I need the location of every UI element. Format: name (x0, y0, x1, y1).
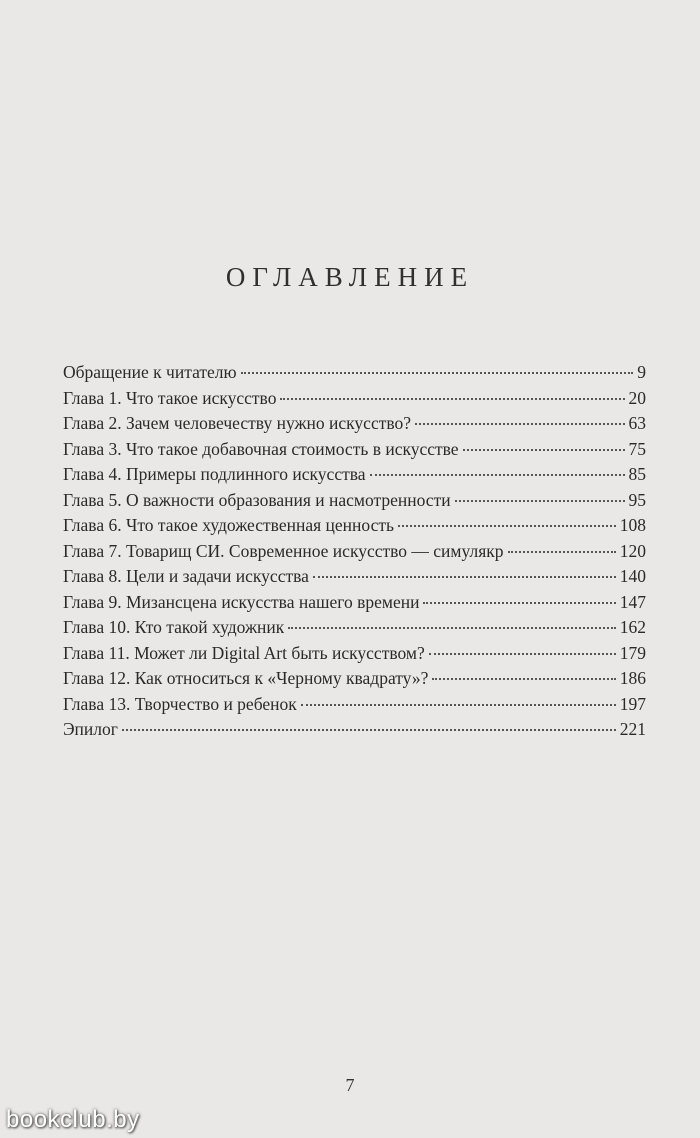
toc-entry-page: 9 (637, 362, 646, 382)
toc-entry-page: 95 (628, 489, 646, 510)
toc-entry-title: Глава 13. Творчество и ребенок (63, 693, 297, 714)
dot-leader (423, 602, 615, 604)
dot-leader (313, 576, 616, 578)
page-title: ОГЛАВЛЕНИЕ (225, 262, 475, 292)
toc-entry (63, 564, 646, 590)
toc-entry-title: Глава 11. Может ли Digital Art быть искусством? (63, 642, 425, 663)
toc-entry-page: 63 (628, 413, 646, 433)
page-number: 7 (345, 1075, 355, 1095)
toc-entry (63, 360, 646, 386)
toc-entry-title: Глава 7. Товарищ СИ. Современное искусство — симулякр (63, 540, 504, 561)
dot-leader (122, 729, 616, 731)
dot-leader (280, 398, 624, 400)
toc-entry-page: 186 (619, 668, 646, 688)
toc-entry-page: 221 (619, 719, 646, 739)
dot-leader (415, 423, 624, 425)
dot-leader (241, 372, 634, 374)
toc-entry-page: 75 (628, 438, 646, 459)
toc-entry-title: Глава 1. Что такое искусство (63, 387, 277, 408)
toc-entry-title: Глава 8. Цели и задачи искусства (63, 566, 309, 586)
toc-entry (63, 437, 646, 463)
toc-entry (63, 666, 646, 692)
dot-leader (455, 500, 625, 502)
toc-entry (63, 513, 646, 539)
toc-entry-page: 20 (628, 387, 646, 408)
dot-leader (301, 704, 616, 706)
toc-entry (63, 386, 646, 412)
toc-entry (63, 488, 646, 514)
toc-entry-title: Глава 3. Что такое добавочная стоимость в искусстве (63, 438, 459, 459)
dot-leader (508, 551, 616, 553)
toc-entry (63, 692, 646, 718)
site-watermark: bookclub.by (6, 1106, 140, 1133)
toc-entry-page: 140 (619, 566, 646, 586)
dot-leader (463, 449, 625, 451)
toc-entry-title: Глава 2. Зачем человечеству нужно искусство? (63, 413, 412, 433)
toc-entry-title: Глава 12. Как относиться к «Черному квадрату»? (63, 668, 429, 688)
table-of-contents (63, 360, 646, 743)
dot-leader (370, 474, 625, 476)
toc-entry-page: 120 (619, 540, 646, 561)
dot-leader (432, 678, 615, 680)
toc-entry-page: 147 (619, 591, 646, 612)
toc-entry (63, 615, 646, 641)
toc-entry-title: Глава 5. О важности образования и насмотренности (63, 489, 451, 510)
toc-entry-page: 197 (619, 693, 646, 714)
toc-entry-title: Эпилог (63, 719, 118, 739)
toc-entry-page: 108 (619, 515, 646, 535)
toc-entry-page: 179 (619, 642, 646, 663)
toc-entry-title: Глава 10. Кто такой художник (63, 617, 285, 637)
dot-leader (288, 627, 615, 629)
toc-entry (63, 717, 646, 743)
dot-leader (429, 653, 616, 655)
toc-entry-page: 85 (628, 464, 646, 484)
toc-entry-title: Обращение к читателю (63, 362, 237, 382)
toc-entry (63, 462, 646, 488)
toc-entry-page: 162 (619, 617, 646, 637)
toc-entry-title: Глава 4. Примеры подлинного искусства (63, 464, 366, 484)
dot-leader (398, 525, 616, 527)
toc-entry-title: Глава 9. Мизансцена искусства нашего времени (63, 591, 420, 612)
toc-entry (63, 641, 646, 667)
toc-entry-title: Глава 6. Что такое художественная ценность (63, 515, 394, 535)
toc-entry (63, 539, 646, 565)
toc-entry (63, 590, 646, 616)
toc-entry (63, 411, 646, 437)
